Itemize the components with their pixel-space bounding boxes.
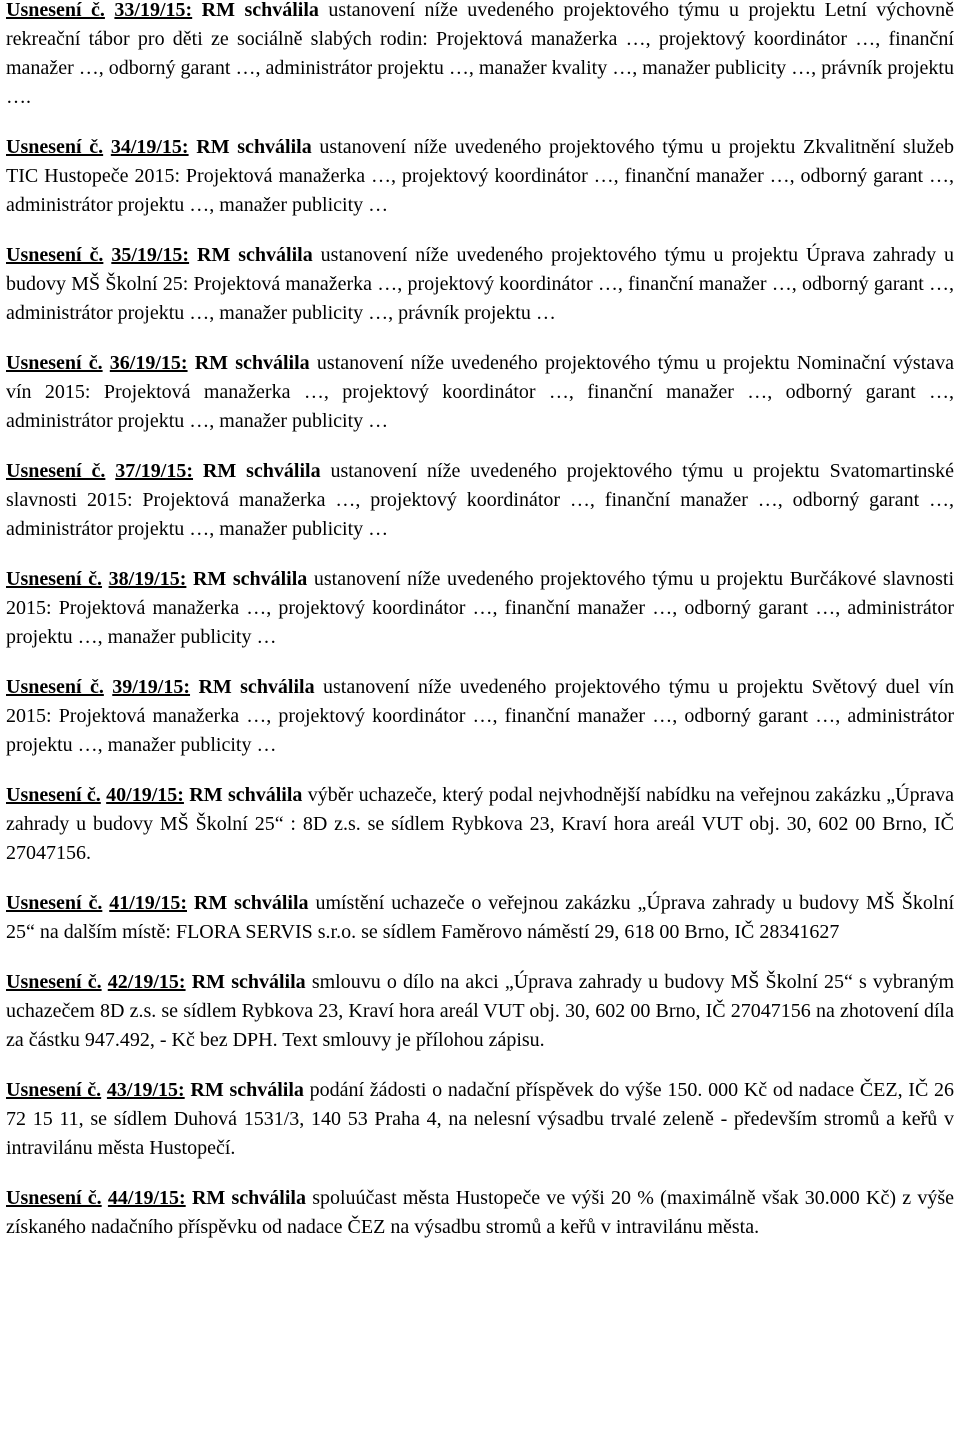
resolution-number: 37/19/15:	[115, 460, 194, 482]
resolution-number: 41/19/15:	[109, 892, 187, 914]
resolution-paragraph	[6, 565, 954, 652]
resolution-label: Usnesení č.	[6, 971, 102, 993]
resolution-paragraph	[6, 457, 954, 544]
resolution-paragraph	[6, 889, 954, 947]
resolution-number: 33/19/15:	[114, 0, 193, 21]
resolution-text: spoluúčast města Hustopeče ve výši 20 % (maximálně však 30.000 Kč) z výše získaného nadačního příspěvku od nadace ČEZ na výsadbu stromů a keřů v intravilánu města.	[6, 1187, 955, 1238]
resolution-label: Usnesení č.	[6, 244, 104, 266]
resolution-text: ustanovení níže uvedeného projektového týmu u projektu Svatomartinské slavnosti 2015: Projektová manažerka …, projektový koordinátor …, finanční manažer …, odborný garant …, administrátor projektu …, manažer publicity …	[6, 460, 955, 540]
resolution-verb: RM schválila	[201, 0, 319, 21]
resolution-paragraph	[6, 0, 954, 112]
resolution-number: 43/19/15:	[106, 1079, 185, 1101]
resolution-verb: RM schválila	[198, 676, 315, 698]
resolution-label: Usnesení č.	[6, 892, 103, 914]
resolution-verb: RM schválila	[197, 244, 313, 266]
resolution-number: 34/19/15:	[110, 136, 189, 158]
resolution-text: smlouvu o dílo na akci „Úprava zahrady u budovy MŠ Školní 25“ s vybraným uchazečem 8D z.s. se sídlem Rybkova 23, Kraví hora areál VUT obj. 30, 602 00 Brno, IČ 27047156 na zhotovení díla za částku 947.492, - Kč bez DPH. Text smlouvy je přílohou zápisu.	[6, 971, 955, 1051]
resolution-paragraph	[6, 349, 954, 436]
resolution-paragraph	[6, 241, 954, 328]
resolution-paragraph	[6, 1076, 954, 1163]
resolution-paragraph	[6, 673, 954, 760]
resolution-label: Usnesení č.	[6, 0, 105, 21]
resolution-paragraph	[6, 968, 954, 1055]
resolution-verb: RM schválila	[191, 971, 306, 993]
resolution-verb: RM schválila	[196, 136, 312, 158]
resolution-verb: RM schválila	[191, 1187, 306, 1209]
resolution-number: 38/19/15:	[108, 568, 187, 590]
resolution-text: ustanovení níže uvedeného projektového týmu u projektu Světový duel vín 2015: Projektová manažerka …, projektový koordinátor …, finanční manažer …, odborný garant …, administrátor projektu …, manažer publicity …	[6, 676, 955, 756]
resolution-verb: RM schválila	[192, 568, 308, 590]
resolution-label: Usnesení č.	[6, 460, 106, 482]
resolution-number: 36/19/15:	[109, 352, 188, 374]
resolution-text: ustanovení níže uvedeného projektového týmu u projektu Zkvalitnění služeb TIC Hustopeče 2015: Projektová manažerka …, projektový koordinátor …, finanční manažer …, odborný garant …, administrátor projektu …, manažer publicity …	[6, 136, 955, 216]
resolution-verb: RM schválila	[189, 784, 303, 806]
resolution-verb: RM schválila	[202, 460, 321, 482]
resolution-number: 44/19/15:	[107, 1187, 186, 1209]
resolution-text: podání žádosti o nadační příspěvek do výše 150. 000 Kč od nadace ČEZ, IČ 26 72 15 11, se sídlem Duhová 1531/3, 140 53 Praha 4, na nelesní výsadbu trvalé zeleně - především stromů a keřů v intravilánu města Hustopečí.	[6, 1079, 955, 1159]
resolution-text: ustanovení níže uvedeného projektového týmu u projektu Nominační výstava vín 2015: Projektová manažerka …, projektový koordinátor …, finanční manažer …, odborný garant …, administrátor projektu …, manažer publicity …	[6, 352, 955, 432]
resolution-verb: RM schválila	[193, 892, 309, 914]
resolution-paragraph	[6, 1184, 954, 1242]
resolution-number: 39/19/15:	[112, 676, 191, 698]
resolution-label: Usnesení č.	[6, 784, 101, 806]
resolution-label: Usnesení č.	[6, 352, 103, 374]
resolution-text: výběr uchazeče, který podal nejvhodnější nabídku na veřejnou zakázku „Úprava zahrady u budovy MŠ Školní 25“ : 8D z.s. se sídlem Rybkova 23, Kraví hora areál VUT obj. 30, 602 00 Brno, IČ 27047156.	[6, 784, 955, 864]
resolution-number: 40/19/15:	[106, 784, 184, 806]
resolution-label: Usnesení č.	[6, 568, 103, 590]
resolution-number: 42/19/15:	[107, 971, 186, 993]
resolution-text: umístění uchazeče o veřejnou zakázku „Úprava zahrady u budovy MŠ Školní 25“ na dalším místě: FLORA SERVIS s.r.o. se sídlem Faměrovo náměstí 29, 618 00 Brno, IČ 28341627	[6, 892, 955, 943]
resolution-label: Usnesení č.	[6, 1187, 102, 1209]
resolution-text: ustanovení níže uvedeného projektového týmu u projektu Burčákové slavnosti 2015: Projektová manažerka …, projektový koordinátor …, finanční manažer …, odborný garant …, administrátor projektu …, manažer publicity …	[6, 568, 955, 648]
resolution-label: Usnesení č.	[6, 136, 104, 158]
resolution-number: 35/19/15:	[111, 244, 190, 266]
resolution-paragraph	[6, 133, 954, 220]
resolution-text: ustanovení níže uvedeného projektového týmu u projektu Letní výchovně rekreační tábor pro děti ze sociálně slabých rodin: Projektová manažerka …, projektový koordinátor …, finanční manažer …, odborný garant …, administrátor projektu …, manažer kvality …, manažer publicity …, právník projektu ….	[6, 0, 955, 108]
resolution-verb: RM schválila	[194, 352, 310, 374]
resolution-label: Usnesení č.	[6, 1079, 102, 1101]
resolution-paragraph	[6, 781, 954, 868]
resolution-label: Usnesení č.	[6, 676, 104, 698]
resolution-text: ustanovení níže uvedeného projektového týmu u projektu Úprava zahrady u budovy MŠ Školní 25: Projektová manažerka …, projektový koordinátor …, finanční manažer …, odborný garant …, administrátor projektu …, manažer publicity …, právník projektu …	[6, 244, 955, 324]
resolution-verb: RM schválila	[190, 1079, 304, 1101]
